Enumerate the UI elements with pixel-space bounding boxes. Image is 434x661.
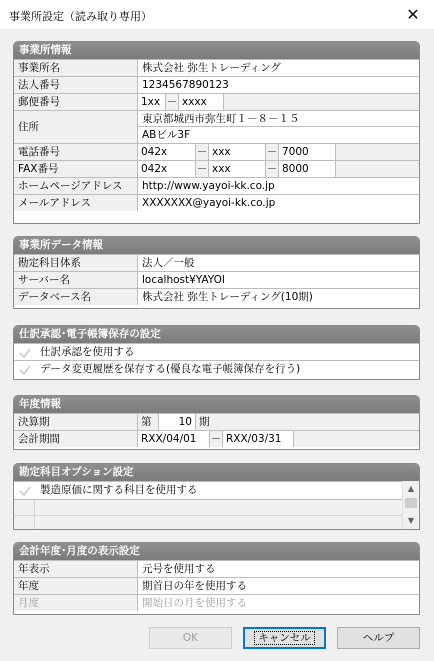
phone-separator-2: － — [266, 146, 278, 158]
fax-label: FAX番号 — [14, 161, 138, 177]
postal-row — [14, 93, 419, 110]
options-scrollbar[interactable] — [402, 481, 419, 529]
fiscal-header: 年度情報 — [14, 396, 419, 413]
address-value — [138, 111, 419, 143]
postal-part1: 1xx — [138, 94, 166, 110]
fax-row — [14, 160, 419, 177]
fiscal-period-suffix: 期 — [199, 416, 210, 428]
checkmark-icon[interactable] — [19, 364, 31, 376]
checkmark-icon[interactable] — [19, 485, 31, 497]
data-info-section — [13, 236, 420, 309]
close-icon[interactable]: ✕ — [406, 5, 420, 24]
ok-button[interactable]: OK — [149, 627, 232, 649]
database-row — [14, 288, 419, 305]
month-row — [14, 594, 419, 611]
phone-row — [14, 143, 419, 160]
server-label: サーバー名 — [14, 272, 138, 288]
accounting-term-label: 会計期間 — [14, 431, 138, 447]
year-row — [14, 577, 419, 594]
manufacturing-cost-option[interactable] — [14, 481, 402, 498]
phone-value — [138, 144, 419, 160]
office-name-label: 事業所名 — [14, 60, 138, 76]
postal-separator: － — [166, 96, 178, 108]
display-section — [13, 542, 420, 615]
term-start: RXX/04/01 — [138, 431, 210, 447]
address-row — [14, 110, 419, 143]
account-system-label: 勘定科目体系 — [14, 255, 138, 271]
term-separator: － — [210, 433, 222, 445]
change-history-label: データ変更履歴を保存する(優良な電子帳簿保存を行う) — [40, 363, 301, 375]
approval-header: 仕訳承認･電子帳簿保存の設定 — [14, 326, 419, 343]
server-value: localhost¥YAYOI — [142, 274, 225, 286]
postal-value — [138, 94, 419, 110]
office-info-header: 事業所情報 — [14, 42, 419, 59]
year-display-row — [14, 560, 419, 577]
year-value: 期首日の年を使用する — [142, 580, 247, 592]
office-name-value: 株式会社 弥生トレーディング — [142, 62, 281, 74]
database-label: データベース名 — [14, 289, 138, 305]
fiscal-period-prefix: 第 — [141, 416, 152, 428]
fax-separator-1: － — [196, 163, 208, 175]
address-line1: 東京都城西市弥生町１－８－１５ — [138, 111, 419, 127]
cancel-button[interactable] — [243, 627, 326, 649]
fiscal-period-row — [14, 413, 419, 430]
homepage-value: http://www.yayoi-kk.co.jp — [142, 180, 275, 192]
cancel-button-label: キャンセル — [255, 632, 314, 644]
options-section — [13, 463, 420, 530]
email-label: メールアドレス — [14, 195, 138, 211]
server-row — [14, 271, 419, 288]
database-value: 株式会社 弥生トレーディング(10期) — [142, 291, 313, 303]
homepage-label: ホームページアドレス — [14, 178, 138, 194]
fax-part3: 8000 — [278, 161, 336, 177]
phone-label: 電話番号 — [14, 144, 138, 160]
checkmark-icon[interactable] — [19, 347, 31, 359]
manufacturing-cost-label: 製造原価に関する科目を使用する — [40, 484, 198, 496]
account-system-row — [14, 254, 419, 271]
phone-part1: 042x — [138, 144, 196, 160]
postal-label: 郵便番号 — [14, 94, 138, 110]
office-name-row — [14, 59, 419, 76]
options-grid-line — [14, 515, 402, 516]
title-bar — [0, 0, 434, 30]
year-label: 年度 — [14, 578, 138, 594]
fax-part1: 042x — [138, 161, 196, 177]
fiscal-period-number: 10 — [158, 414, 196, 430]
year-display-label: 年表示 — [14, 561, 138, 577]
address-label: 住所 — [14, 111, 138, 143]
fiscal-period-label: 決算期 — [14, 414, 138, 430]
month-label: 月度 — [14, 595, 138, 611]
fiscal-section — [13, 395, 420, 450]
phone-separator-1: － — [196, 146, 208, 158]
display-header: 会計年度･月度の表示設定 — [14, 543, 419, 560]
options-empty-area — [14, 499, 402, 529]
fax-separator-2: － — [266, 163, 278, 175]
scroll-up-icon[interactable]: ▲ — [407, 484, 415, 493]
journal-approval-option[interactable] — [14, 343, 419, 360]
scroll-thumb[interactable] — [405, 498, 417, 508]
homepage-row — [14, 177, 419, 194]
email-value: XXXXXXX@yayoi-kk.co.jp — [142, 197, 276, 209]
window-title: 事業所設定（読み取り専用） — [9, 10, 152, 23]
change-history-option[interactable] — [14, 360, 419, 377]
email-row — [14, 194, 419, 211]
month-value: 開始日の月を使用する — [142, 597, 247, 609]
options-header: 勘定科目オプション設定 — [14, 464, 419, 481]
scroll-down-icon[interactable]: ▼ — [407, 516, 415, 525]
term-end: RXX/03/31 — [222, 431, 294, 447]
accounting-term-row — [14, 430, 419, 447]
journal-approval-label: 仕訳承認を使用する — [40, 346, 135, 358]
corp-number-row — [14, 76, 419, 93]
approval-section — [13, 325, 420, 380]
corp-number-label: 法人番号 — [14, 77, 138, 93]
phone-part2: xxx — [208, 144, 266, 160]
postal-part2: xxxx — [178, 94, 224, 110]
data-info-header: 事業所データ情報 — [14, 237, 419, 254]
account-system-value: 法人／一般 — [142, 257, 195, 269]
dialog-buttons — [0, 627, 434, 651]
year-display-value: 元号を使用する — [142, 563, 216, 575]
corp-number-value: 1234567890123 — [142, 79, 229, 91]
fax-part2: xxx — [208, 161, 266, 177]
accounting-term-value — [138, 431, 419, 447]
fiscal-period-value — [138, 414, 419, 430]
office-info-section — [13, 41, 420, 224]
fax-value — [138, 161, 419, 177]
address-line2: ABビル3F — [142, 129, 191, 141]
help-button[interactable]: ヘルプ — [337, 627, 420, 649]
phone-part3: 7000 — [278, 144, 336, 160]
